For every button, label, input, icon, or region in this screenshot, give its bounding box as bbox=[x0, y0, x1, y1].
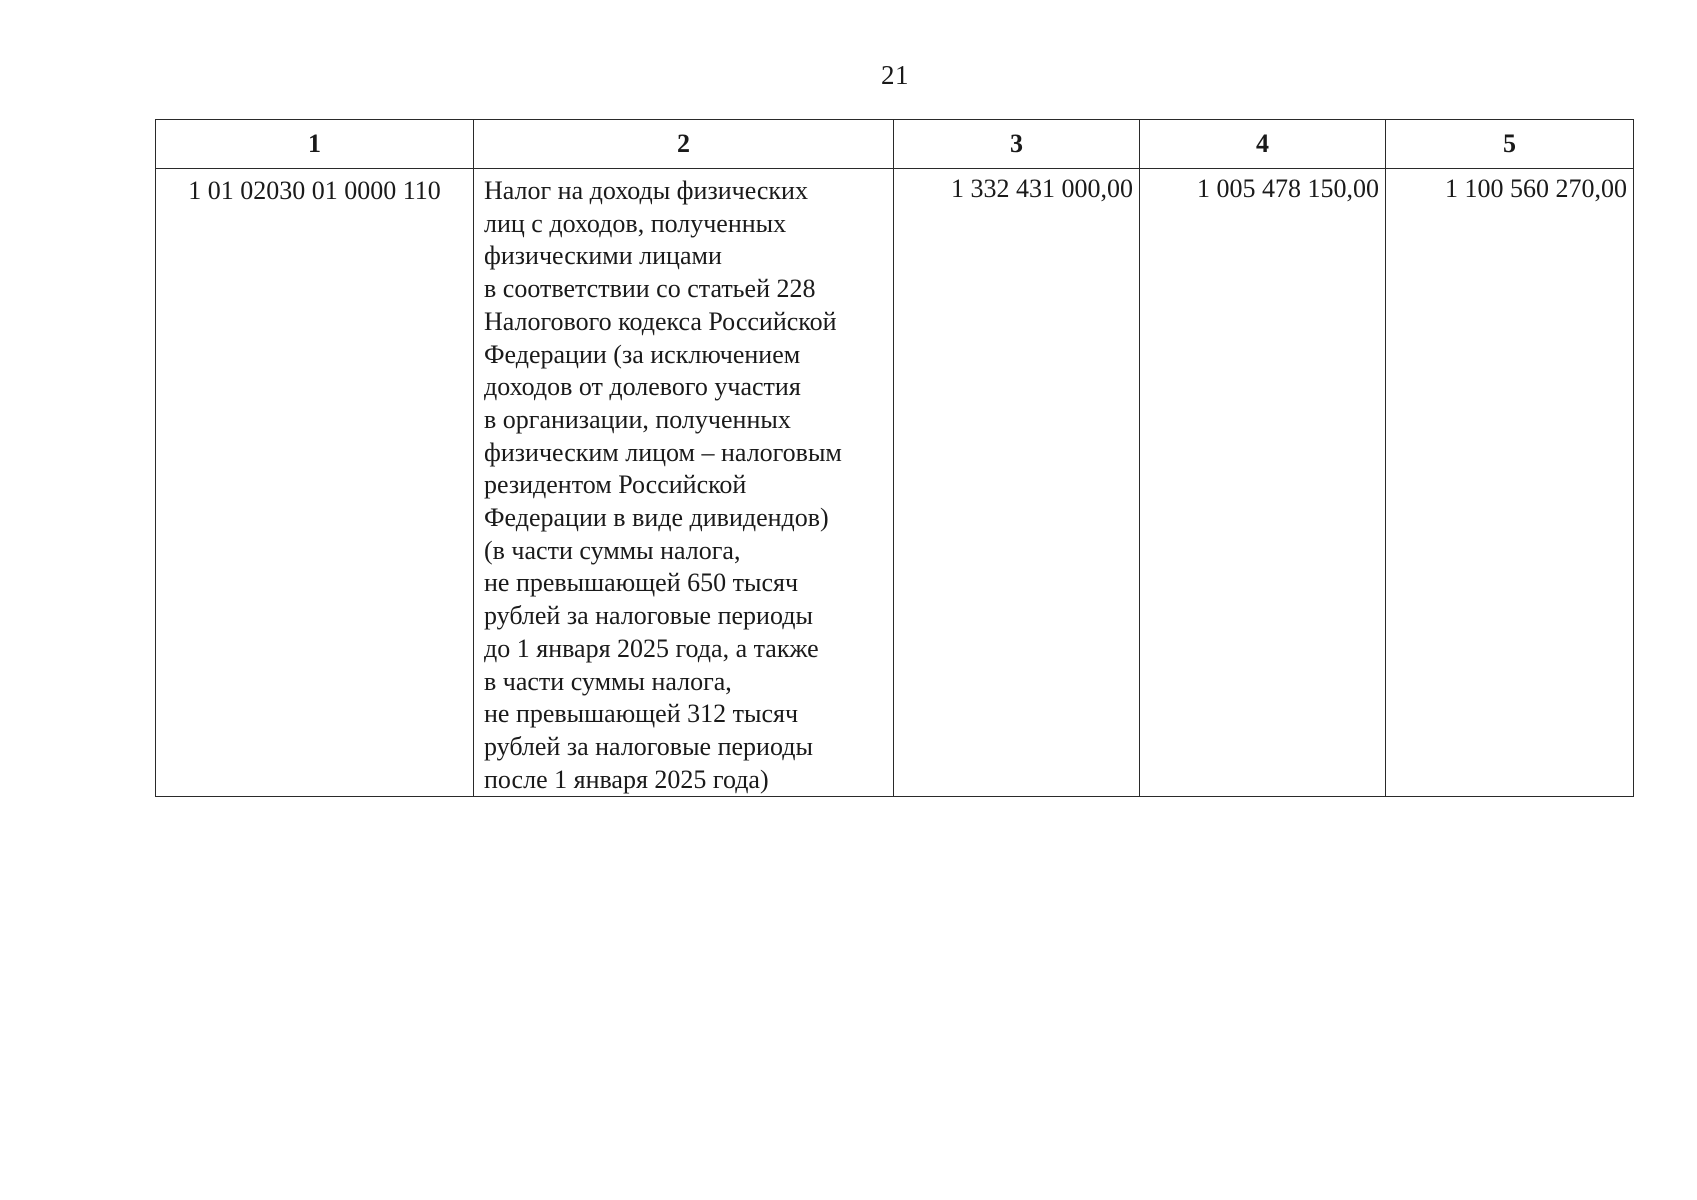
description-line: Налог на доходы физических bbox=[484, 176, 808, 205]
column-header-5: 5 bbox=[1386, 120, 1634, 169]
description-line: резидентом Российской bbox=[484, 470, 747, 500]
description-line: (в части суммы налога, bbox=[484, 535, 741, 565]
description-line: физическими лицами bbox=[484, 241, 722, 271]
description-line: в организации, полученных bbox=[484, 404, 791, 434]
description-line: в соответствии со статьей 228 bbox=[484, 274, 816, 304]
description-line: рублей за налоговые периоды bbox=[484, 601, 813, 631]
budget-code-cell: 1 01 02030 01 0000 110 bbox=[156, 169, 474, 797]
description-line: не превышающей 312 тысяч bbox=[484, 699, 799, 729]
description-line: рублей за налоговые периоды bbox=[484, 731, 813, 761]
description-line: Налогового кодекса Российской bbox=[484, 306, 837, 336]
description-line: после 1 января 2025 года) bbox=[484, 764, 769, 794]
description-line: до 1 января 2025 года, а также bbox=[484, 633, 819, 663]
column-header-1: 1 bbox=[156, 120, 474, 169]
amount-cell-3: 1 332 431 000,00 bbox=[894, 169, 1140, 797]
description-line: Федерации (за исключением bbox=[484, 339, 801, 369]
description-cell bbox=[474, 169, 894, 797]
description-line: не превышающей 650 тысяч bbox=[484, 568, 799, 598]
amount-cell-5: 1 100 560 270,00 bbox=[1386, 169, 1634, 797]
description-line: лиц с доходов, полученных bbox=[484, 208, 787, 238]
column-header-4: 4 bbox=[1140, 120, 1386, 169]
description-line: доходов от долевого участия bbox=[484, 372, 801, 402]
table-row bbox=[156, 169, 1634, 797]
page-number: 21 bbox=[881, 60, 909, 90]
description-line: в части суммы налога, bbox=[484, 666, 732, 696]
amount-cell-4: 1 005 478 150,00 bbox=[1140, 169, 1386, 797]
column-header-2: 2 bbox=[474, 120, 894, 169]
column-header-3: 3 bbox=[894, 120, 1140, 169]
budget-table bbox=[155, 119, 1634, 797]
description-line: Федерации в виде дивидендов) bbox=[484, 503, 829, 533]
description-line: физическим лицом – налоговым bbox=[484, 437, 842, 467]
header-row bbox=[156, 120, 1634, 169]
